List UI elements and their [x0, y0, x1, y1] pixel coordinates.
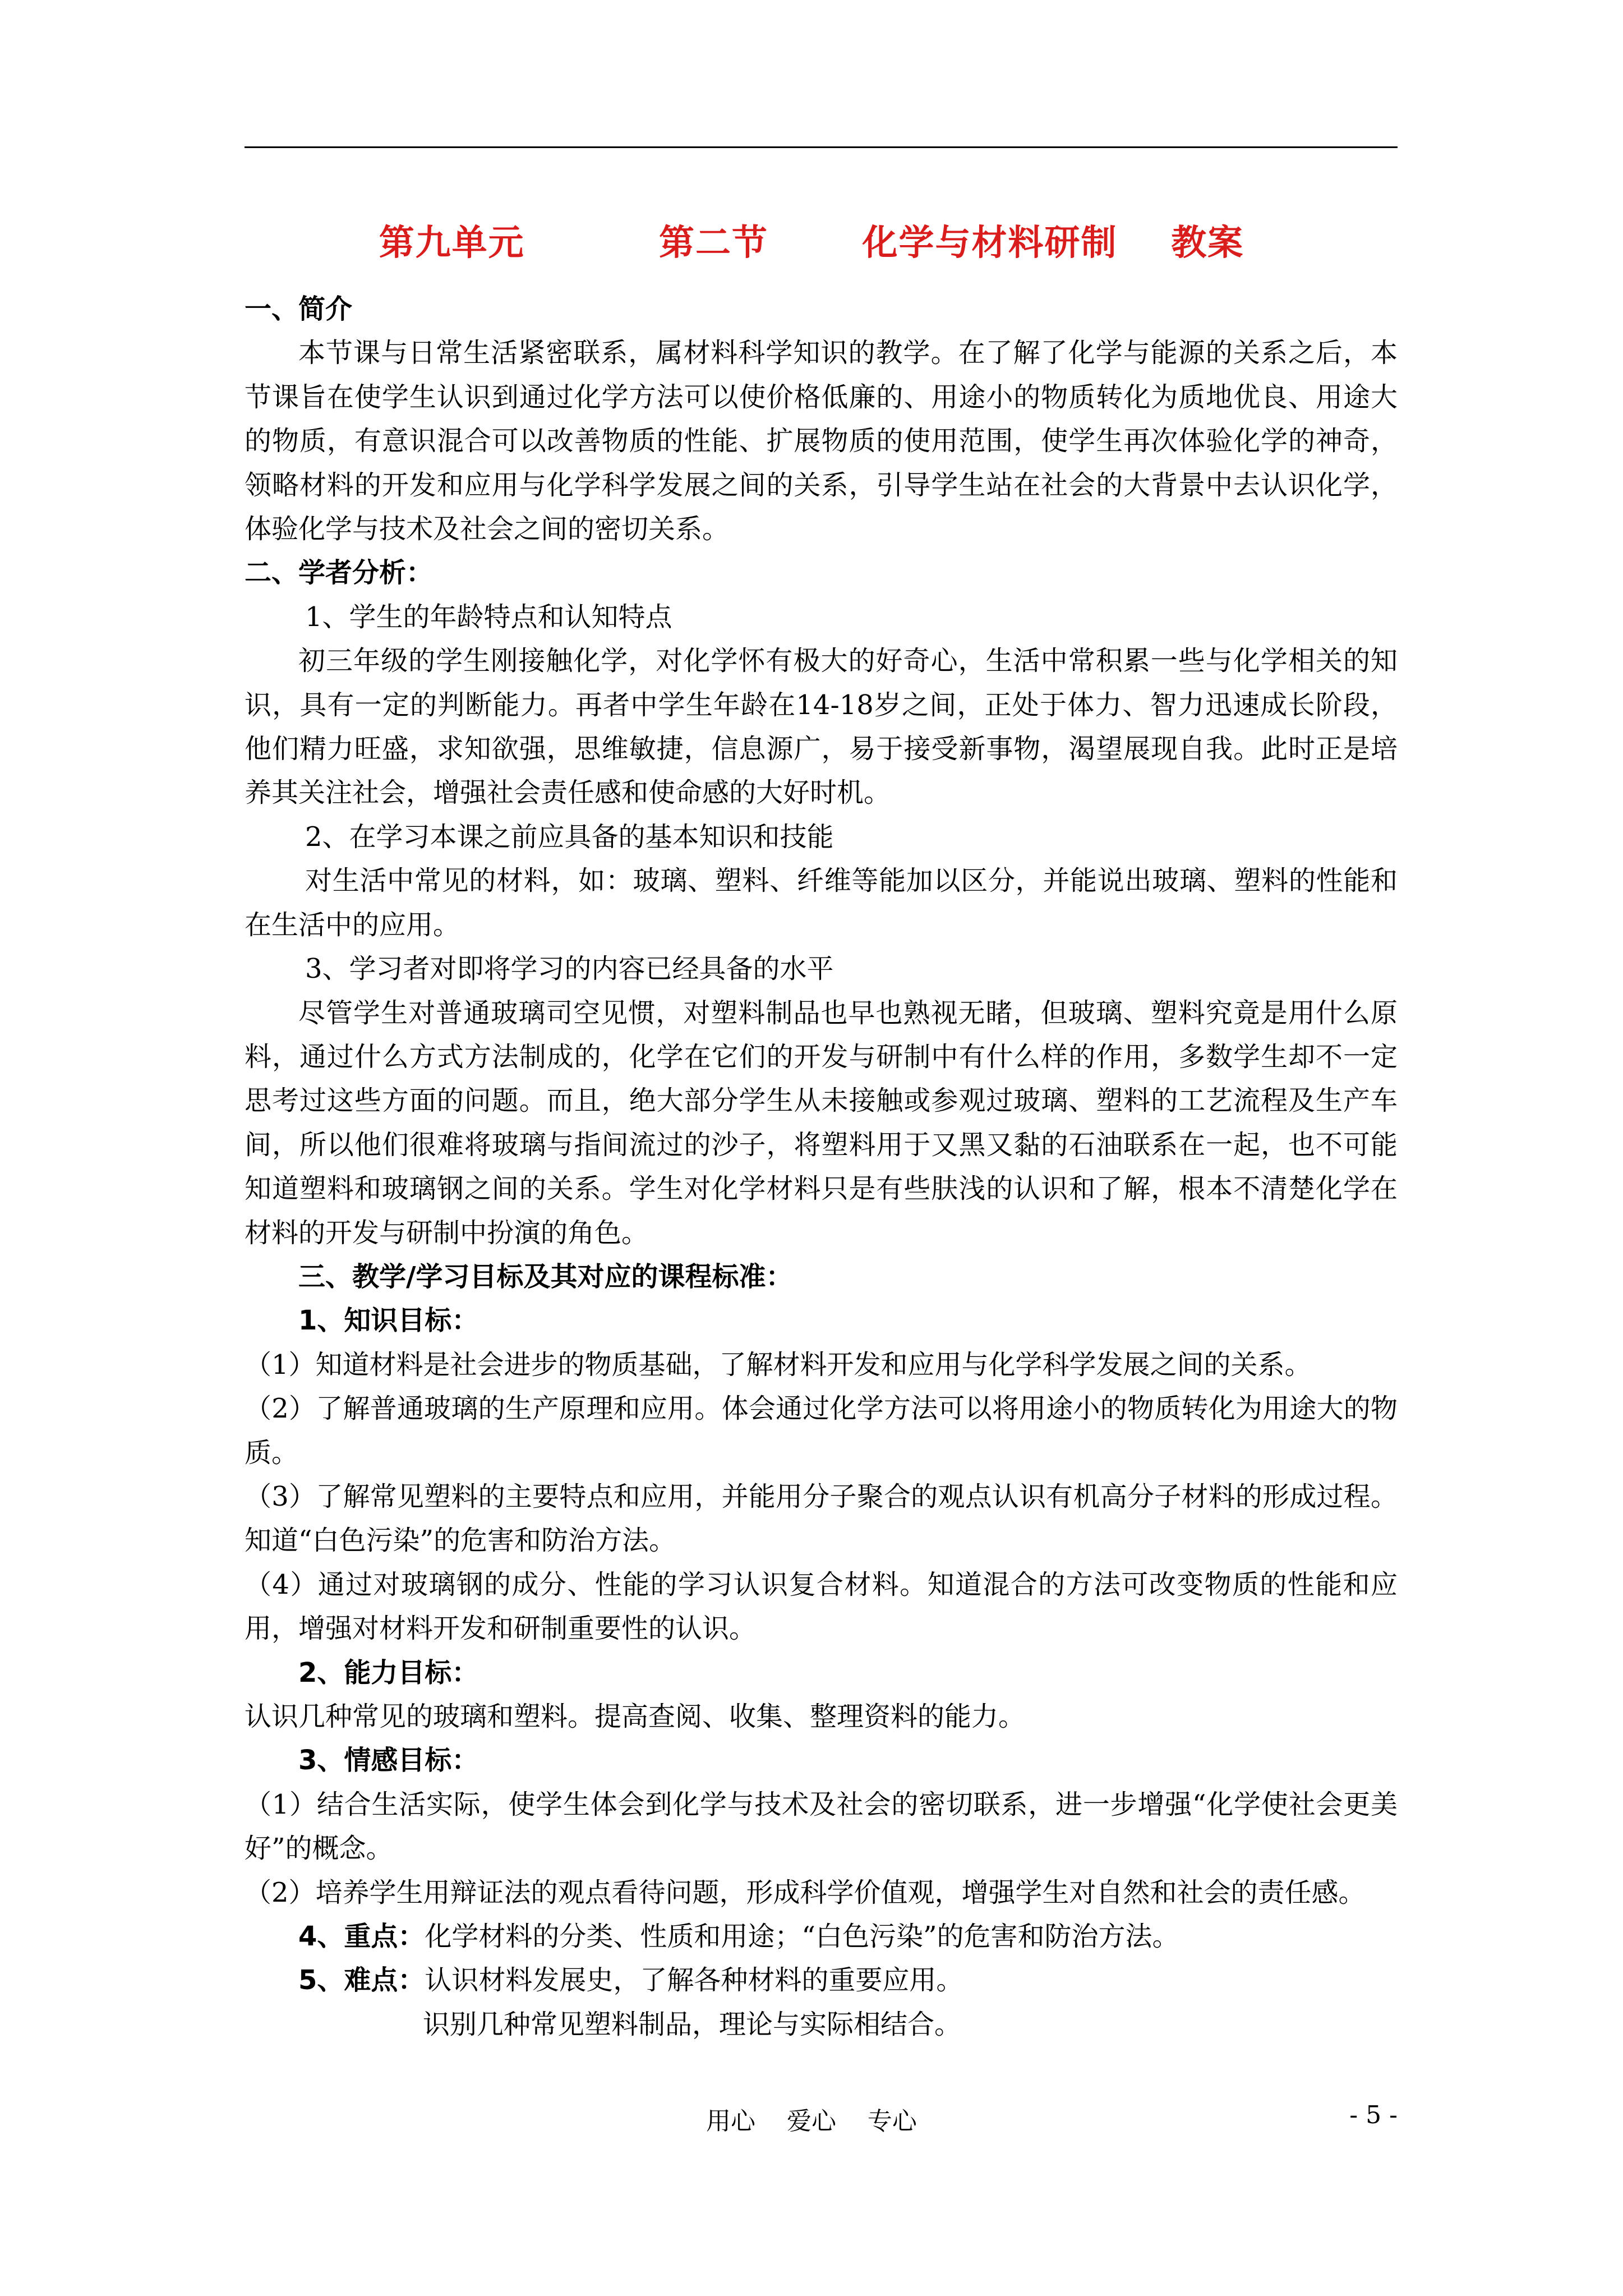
section-heading-intro: 一、简介 [245, 293, 353, 325]
intro-paragraph: 本节课与日常生活紧密联系，属材料科学知识的教学。在了解了化学与能源的关系之后，本节课旨在使学生认识到通过化学方法可以使价格低廉的、用途小的物质转化为质地优良、用途大的物质，有意识混合可以改善物质的性能、扩展物质的使用范围，使学生再次体验化学的神奇，领略材料的开发和应用与化学科学发展之间的关系，引导学生站在社会的大背景中去认识化学，体验化学与技术及社会之间的密切关系。 [245, 337, 1398, 545]
difficulties-line [245, 1958, 1398, 2002]
ability-goal-1: 认识几种常见的玻璃和塑料。提高查阅、收集、整理资料的能力。 [245, 1701, 1026, 1732]
difficulties-label: 5、难点： [298, 1964, 425, 1996]
key-points-label: 4、重点： [298, 1921, 425, 1953]
difficulties-text-continued: 识别几种常见塑料制品，理论与实际相结合。 [423, 2008, 962, 2040]
knowledge-goal-2: （2）了解普通玻璃的生产原理和应用。体会通过化学方法可以将用途小的物质转化为用途大的物质。 [245, 1393, 1398, 1469]
knowledge-goal-1: （1）知道材料是社会进步的物质基础，了解材料开发和应用与化学科学发展之间的关系。 [245, 1349, 1312, 1381]
subheading-emotion-goals: 3、情感目标： [298, 1745, 479, 1777]
emotion-goal-1: （1）结合生活实际，使学生体会到化学与技术及社会的密切联系，进一步增强“化学使社会更美好”的概念。 [245, 1788, 1398, 1865]
subheading-ability-goals: 2、能力目标： [298, 1657, 479, 1688]
header-rule [245, 146, 1398, 148]
footer-motto: 用心 爱心 专心 [706, 2107, 917, 2136]
section-heading-objectives: 三、教学/学习目标及其对应的课程标准： [298, 1260, 793, 1292]
key-points-text: 化学材料的分类、性质和用途；“白色污染”的危害和防治方法。 [425, 1921, 1179, 1953]
knowledge-goal-3: （3）了解常见塑料的主要特点和应用，并能用分子聚合的观点认识有机高分子材料的形成过程。知道“白色污染”的危害和防治方法。 [245, 1480, 1398, 1557]
knowledge-goal-4: （4）通过对玻璃钢的成分、性能的学习认识复合材料。知道混合的方法可改变物质的性能和应用，增强对材料开发和研制重要性的认识。 [245, 1568, 1398, 1645]
subheading-knowledge-goals: 1、知识目标： [298, 1305, 479, 1337]
subheading-age-cognition: 1、学生的年龄特点和认知特点 [305, 601, 672, 633]
key-points-line [245, 1915, 1398, 1958]
subheading-prior-knowledge: 2、在学习本课之前应具备的基本知识和技能 [305, 821, 834, 853]
document-body [245, 287, 1398, 2046]
page-title: 第九单元 第二节 化学与材料研制 教案 [379, 222, 1244, 263]
paragraph-existing-level: 尽管学生对普通玻璃司空见惯，对塑料制品也早也熟视无睹，但玻璃、塑料究竟是用什么原料，通过什么方式方法制成的，化学在它们的开发与研制中有什么样的作用，多数学生却不一定思考过这些方面的问题。而且，绝大部分学生从未接触或参观过玻璃、塑料的工艺流程及生产车间，所以他们很难将玻璃与指间流过的沙子，将塑料用于又黑又黏的石油联系在一起，也不可能知道塑料和玻璃钢之间的关系。学生对化学材料只是有些肤浅的认识和了解，根本不清楚化学在材料的开发与研制中扮演的角色。 [245, 997, 1398, 1249]
subheading-existing-level: 3、学习者对即将学习的内容已经具备的水平 [305, 953, 834, 985]
section-heading-learner-analysis: 二、学者分析： [245, 557, 434, 589]
paragraph-age-cognition: 初三年级的学生刚接触化学，对化学怀有极大的好奇心，生活中常积累一些与化学相关的知识，具有一定的判断能力。再者中学生年龄在14-18岁之间，正处于体力、智力迅速成长阶段，他们精力旺盛，求知欲强，思维敏捷，信息源广，易于接受新事物，渴望展现自我。此时正是培养其关注社会，增强社会责任感和使命感的大好时机。 [245, 645, 1398, 809]
emotion-goal-2: （2）培养学生用辩证法的观点看待问题，形成科学价值观，增强学生对自然和社会的责任感。 [245, 1876, 1366, 1908]
difficulties-text: 认识材料发展史，了解各种材料的重要应用。 [425, 1964, 963, 1996]
paragraph-prior-knowledge: 对生活中常见的材料，如：玻璃、塑料、纤维等能加以区分，并能说出玻璃、塑料的性能和在生活中的应用。 [245, 865, 1398, 941]
page-number: - 5 - [1349, 2101, 1398, 2129]
